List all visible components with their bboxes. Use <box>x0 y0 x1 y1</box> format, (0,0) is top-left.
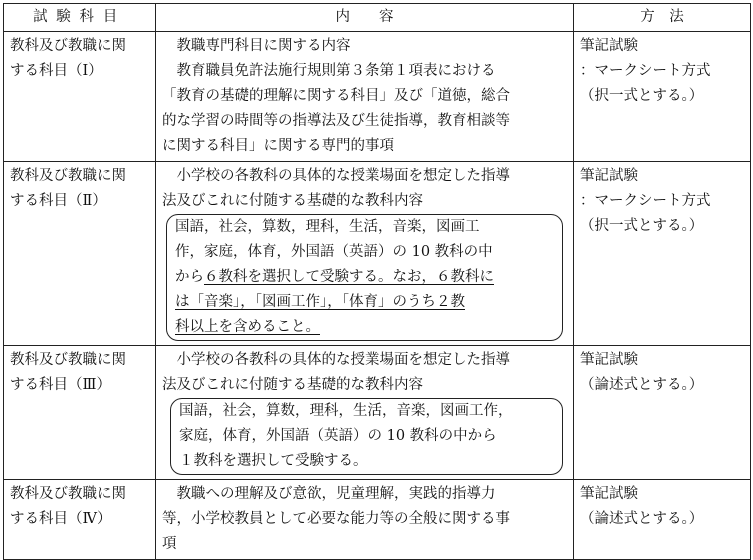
header-method: 方 法 <box>574 4 751 32</box>
table-header-row <box>4 4 751 32</box>
content-cell: 教職専門科目に関する内容 教育職員免許法施行規則第３条第１項表における 「教育の基礎的理解に関する科目」及び「道徳，総合 的な学習の時間等の指導法及び生徒指導，教育相談等 に関する科目」に関する専門的事項 <box>156 32 574 162</box>
method-cell: 筆記試験 （論述式とする。） <box>574 346 751 480</box>
subject-cell: 教科及び教職に関 する科目（Ⅲ） <box>4 346 156 480</box>
table-row <box>4 346 751 480</box>
content-cell: 小学校の各教科の具体的な授業場面を想定した指導 法及びこれに付随する基礎的な教科内容 国語，社会，算数，理科，生活，音楽，図画工作， 家庭，体育，外国語（英語）の 10 教科の中から １教科を選択して受験する。 <box>156 346 574 480</box>
content-cell: 小学校の各教科の具体的な授業場面を想定した指導 法及びこれに付随する基礎的な教科内容 国語，社会，算数，理科，生活，音楽，図画工 作，家庭，体育，外国語（英語）の 10 教科の中 から６教科を選択して受験する。なお，６教科に は「音楽」，「図画工作」，「体育」のうち２教 科以上を含めること。 <box>156 162 574 346</box>
header-subject: 試験科目 <box>4 4 156 32</box>
method-cell: 筆記試験 ：マークシート方式 （択一式とする。） <box>574 162 751 346</box>
subject-selection-box: 国語，社会，算数，理科，生活，音楽，図画工作， 家庭，体育，外国語（英語）の 10 教科の中から １教科を選択して受験する。 <box>170 398 563 475</box>
subject-cell: 教科及び教職に関 する科目（Ⅱ） <box>4 162 156 346</box>
table-row <box>4 32 751 162</box>
header-content: 内 容 <box>156 4 574 32</box>
subject-selection-box: 国語，社会，算数，理科，生活，音楽，図画工 作，家庭，体育，外国語（英語）の 10 教科の中 から６教科を選択して受験する。なお，６教科に は「音楽」，「図画工作」，「体育」のうち２教 科以上を含めること。 <box>166 214 563 341</box>
content-cell: 教職への理解及び意欲，児童理解，実践的指導力 等，小学校教員として必要な能力等の全般に関する事 項 <box>156 480 574 560</box>
table-row <box>4 162 751 346</box>
exam-subjects-table <box>3 3 751 560</box>
subject-cell: 教科及び教職に関 する科目（Ⅳ） <box>4 480 156 560</box>
subject-cell: 教科及び教職に関 する科目（Ⅰ） <box>4 32 156 162</box>
method-cell: 筆記試験 （論述式とする。） <box>574 480 751 560</box>
method-cell: 筆記試験 ：マークシート方式 （択一式とする。） <box>574 32 751 162</box>
table-row <box>4 480 751 560</box>
